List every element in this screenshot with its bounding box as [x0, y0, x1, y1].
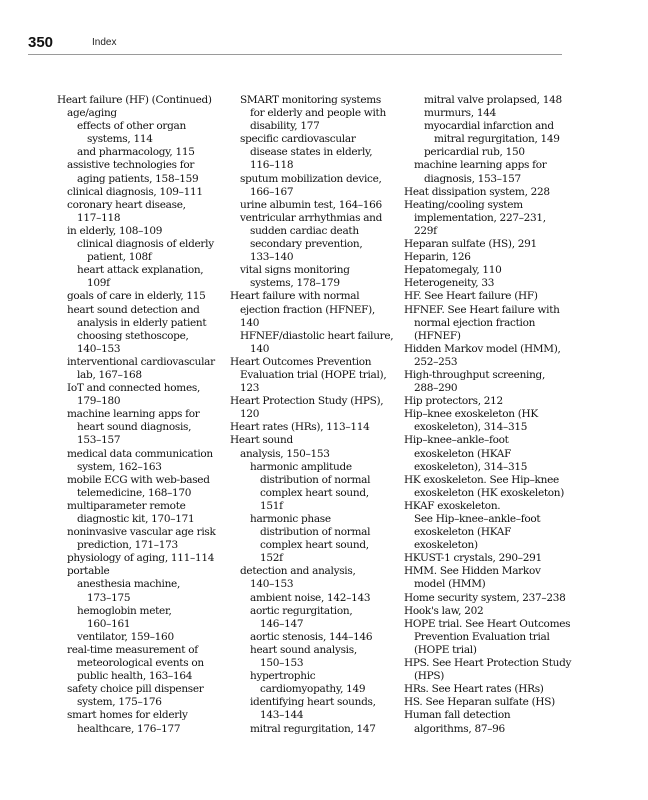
index-entry: 120	[240, 408, 260, 421]
index-entry: Heart rates (HRs), 113–114	[230, 421, 370, 434]
index-entry: analysis in elderly patient	[77, 316, 207, 329]
index-entry: noninvasive vascular age risk	[67, 526, 216, 539]
index-entry: 173–175	[87, 591, 131, 604]
index-entry: age/aging	[67, 107, 117, 120]
index-entry: diagnosis, 153–157	[424, 172, 521, 185]
header-rule	[28, 54, 562, 55]
index-entry: 140–153	[77, 342, 121, 355]
page-header	[28, 34, 562, 54]
index-entry: Heart Protection Study (HPS),	[230, 395, 384, 408]
index-entry: Hook's law, 202	[404, 604, 484, 617]
index-entry: and pharmacology, 115	[77, 146, 195, 159]
index-entry: lab, 167–168	[77, 368, 142, 381]
index-entry: complex heart sound,	[260, 486, 369, 499]
index-entry: safety choice pill dispenser	[67, 683, 204, 696]
index-entry: exoskeleton (HK exoskeleton)	[414, 486, 565, 499]
index-entry: HOPE trial. See Heart Outcomes	[404, 617, 571, 630]
index-entry: 160–161	[87, 617, 131, 630]
index-entry: heart attack explanation,	[77, 264, 204, 277]
index-entry: assistive technologies for	[67, 159, 195, 172]
index-entry: aortic stenosis, 144–146	[250, 630, 373, 643]
index-entry: multiparameter remote	[67, 499, 186, 512]
index-entry: aging patients, 158–159	[77, 172, 199, 185]
index-column-3	[404, 94, 594, 736]
index-entry: implementation, 227–231,	[414, 211, 546, 224]
index-entry: myocardial infarction and	[424, 120, 554, 133]
index-entry: heart sound diagnosis,	[77, 421, 192, 434]
index-entry: Heat dissipation system, 228	[404, 185, 550, 198]
index-entry: exoskeleton), 314–315	[414, 460, 528, 473]
index-entry: Hip–knee exoskeleton (HK	[404, 408, 538, 421]
index-entry: model (HMM)	[414, 578, 486, 591]
index-entry: SMART monitoring systems	[240, 94, 382, 106]
index-entry: 166–167	[250, 185, 294, 198]
index-entry: goals of care in elderly, 115	[67, 290, 206, 303]
index-entry: exoskeleton (HKAF	[414, 526, 512, 539]
index-entry: heart sound analysis,	[250, 643, 357, 656]
index-entry: 146–147	[260, 617, 304, 630]
index-entry: public health, 163–164	[77, 670, 193, 683]
index-entry: exoskeleton)	[414, 539, 478, 552]
index-entry: pericardial rub, 150	[424, 146, 525, 159]
index-entry: 151f	[260, 499, 283, 512]
index-entry: machine learning apps for	[67, 408, 200, 421]
index-entry: analysis, 150–153	[240, 447, 330, 460]
running-head: Index	[92, 37, 117, 48]
index-column-1	[57, 94, 229, 736]
index-entry: telemedicine, 168–170	[77, 486, 192, 499]
index-entry: HFNEF/diastolic heart failure,	[240, 329, 394, 342]
index-entry: ventricular arrhythmias and	[240, 211, 383, 224]
index-entry: exoskeleton), 314–315	[414, 421, 528, 434]
index-entry: murmurs, 144	[424, 107, 496, 120]
index-entry: High-throughput screening,	[404, 368, 546, 381]
index-entry: hypertrophic	[250, 670, 316, 683]
index-entry: smart homes for elderly	[67, 709, 188, 722]
index-entry: mitral regurgitation, 147	[250, 722, 376, 735]
index-entry: systems, 114	[87, 133, 153, 146]
index-entry: HF. See Heart failure (HF)	[404, 290, 538, 303]
index-entry: complex heart sound,	[260, 539, 369, 552]
index-entry: normal ejection fraction	[414, 316, 536, 329]
index-entry: physiology of aging, 111–114	[67, 552, 215, 565]
index-entry: Human fall detection	[404, 709, 511, 722]
index-entry: HFNEF. See Heart failure with	[404, 303, 560, 316]
index-entry: HK exoskeleton. See Hip–knee	[404, 473, 559, 486]
index-entry: choosing stethoscope,	[77, 329, 189, 342]
index-entry: 143–144	[260, 709, 304, 722]
index-entry: Heterogeneity, 33	[404, 277, 495, 290]
index-entry: medical data communication	[67, 447, 213, 460]
index-entry: hemoglobin meter,	[77, 604, 172, 617]
index-entry: distribution of normal	[260, 473, 371, 486]
index-column-2	[230, 94, 402, 736]
index-entry: IoT and connected homes,	[67, 382, 200, 395]
index-entry: 252–253	[414, 355, 458, 368]
index-entry: distribution of normal	[260, 526, 371, 539]
page-number: 350	[28, 34, 54, 51]
index-entry: disease states in elderly,	[250, 146, 373, 159]
index-entry: clinical diagnosis, 109–111	[67, 185, 203, 198]
index-entry: mitral valve prolapsed, 148	[424, 94, 562, 106]
index-entry: effects of other organ	[77, 120, 186, 133]
index-entry: anesthesia machine,	[77, 578, 180, 591]
index-entry: 140–153	[250, 578, 294, 591]
index-entry: sputum mobilization device,	[240, 172, 382, 185]
index-entry: harmonic phase	[250, 513, 331, 525]
index-entry: HRs. See Heart rates (HRs)	[404, 683, 544, 696]
index-entry: Hip–knee–ankle–foot	[404, 434, 509, 447]
index-entry: exoskeleton (HKAF	[414, 447, 512, 460]
index-entry: Hidden Markov model (HMM),	[404, 342, 561, 355]
index-entry: identifying heart sounds,	[250, 696, 376, 709]
index-entry: Heparin, 126	[404, 251, 471, 264]
index-entry: Home security system, 237–238	[404, 591, 566, 604]
index-entry: systems, 178–179	[250, 277, 340, 290]
index-entry: 123	[240, 382, 260, 395]
index-entry: harmonic amplitude	[250, 460, 352, 473]
index-entry: meteorological events on	[77, 657, 204, 670]
index-entry: machine learning apps for	[414, 159, 547, 172]
index-entry: 140	[240, 316, 260, 329]
index-entry: Heart Outcomes Prevention	[230, 355, 372, 368]
index-entry: mobile ECG with web-based	[67, 473, 210, 486]
index-entry: for elderly and people with	[250, 107, 386, 120]
index-entry: HS. See Heparan sulfate (HS)	[404, 696, 555, 709]
index-entry: HPS. See Heart Protection Study	[404, 657, 572, 670]
index-entry: heart sound detection and	[67, 303, 200, 316]
index-entry: interventional cardiovascular	[67, 355, 215, 368]
index-entry: HKAF exoskeleton.	[404, 499, 501, 512]
index-entry: sudden cardiac death	[250, 224, 359, 237]
index-entry: patient, 108f	[87, 251, 152, 264]
index-entry: system, 175–176	[77, 696, 162, 709]
index-entry: ejection fraction (HFNEF),	[240, 303, 375, 316]
index-entry: 116–118	[250, 159, 294, 172]
index-entry: 153–157	[77, 434, 121, 447]
index-entry: ambient noise, 142–143	[250, 591, 371, 604]
index-entry: (HFNEF)	[414, 329, 461, 342]
index-entry: 133–140	[250, 251, 294, 264]
index-entry: Hip protectors, 212	[404, 395, 503, 408]
index-entry: system, 162–163	[77, 460, 162, 473]
index-entry: 229f	[414, 224, 437, 237]
index-entry: (HPS)	[414, 670, 445, 683]
index-entry: disability, 177	[250, 120, 320, 133]
index-entry: Evaluation trial (HOPE trial),	[240, 368, 387, 381]
index-entry: mitral regurgitation, 149	[434, 133, 560, 146]
index-entry: 140	[250, 342, 270, 355]
index-entry: HKUST-1 crystals, 290–291	[404, 552, 542, 565]
index-entry: 179–180	[77, 395, 121, 408]
index-entry: vital signs monitoring	[240, 264, 350, 277]
index-entry: clinical diagnosis of elderly	[77, 238, 214, 251]
index-entry: Hepatomegaly, 110	[404, 264, 502, 277]
index-entry: HMM. See Hidden Markov	[404, 565, 541, 578]
index-entry: healthcare, 176–177	[77, 722, 181, 735]
index-entry: 288–290	[414, 382, 458, 395]
index-entry: (HOPE trial)	[414, 643, 477, 656]
index-entry: coronary heart disease,	[67, 198, 186, 211]
index-entry: Heart failure (HF) (Continued)	[57, 94, 212, 106]
index-entry: urine albumin test, 164–166	[240, 198, 382, 211]
index-entry: Heating/cooling system	[404, 198, 523, 211]
index-entry: 117–118	[77, 211, 121, 224]
index-entry: See Hip–knee–ankle–foot	[414, 513, 541, 525]
index-entry: 152f	[260, 552, 283, 565]
index-entry: diagnostic kit, 170–171	[77, 513, 195, 525]
index-entry: cardiomyopathy, 149	[260, 683, 366, 696]
index-entry: ventilator, 159–160	[77, 630, 174, 643]
index-entry: specific cardiovascular	[240, 133, 356, 146]
index-entry: Heparan sulfate (HS), 291	[404, 238, 537, 251]
index-entry: detection and analysis,	[240, 565, 356, 578]
index-entry: 109f	[87, 277, 110, 290]
index-entry: Prevention Evaluation trial	[414, 630, 550, 643]
index-entry: real-time measurement of	[67, 643, 198, 656]
index-entry: in elderly, 108–109	[67, 224, 163, 237]
index-entry: Heart failure with normal	[230, 290, 360, 303]
index-entry: secondary prevention,	[250, 238, 363, 251]
index-entry: Heart sound	[230, 434, 293, 447]
index-entry: algorithms, 87–96	[414, 722, 505, 735]
index-entry: portable	[67, 565, 110, 578]
index-entry: aortic regurgitation,	[250, 604, 353, 617]
index-entry: prediction, 171–173	[77, 539, 178, 552]
index-entry: 150–153	[260, 657, 304, 670]
